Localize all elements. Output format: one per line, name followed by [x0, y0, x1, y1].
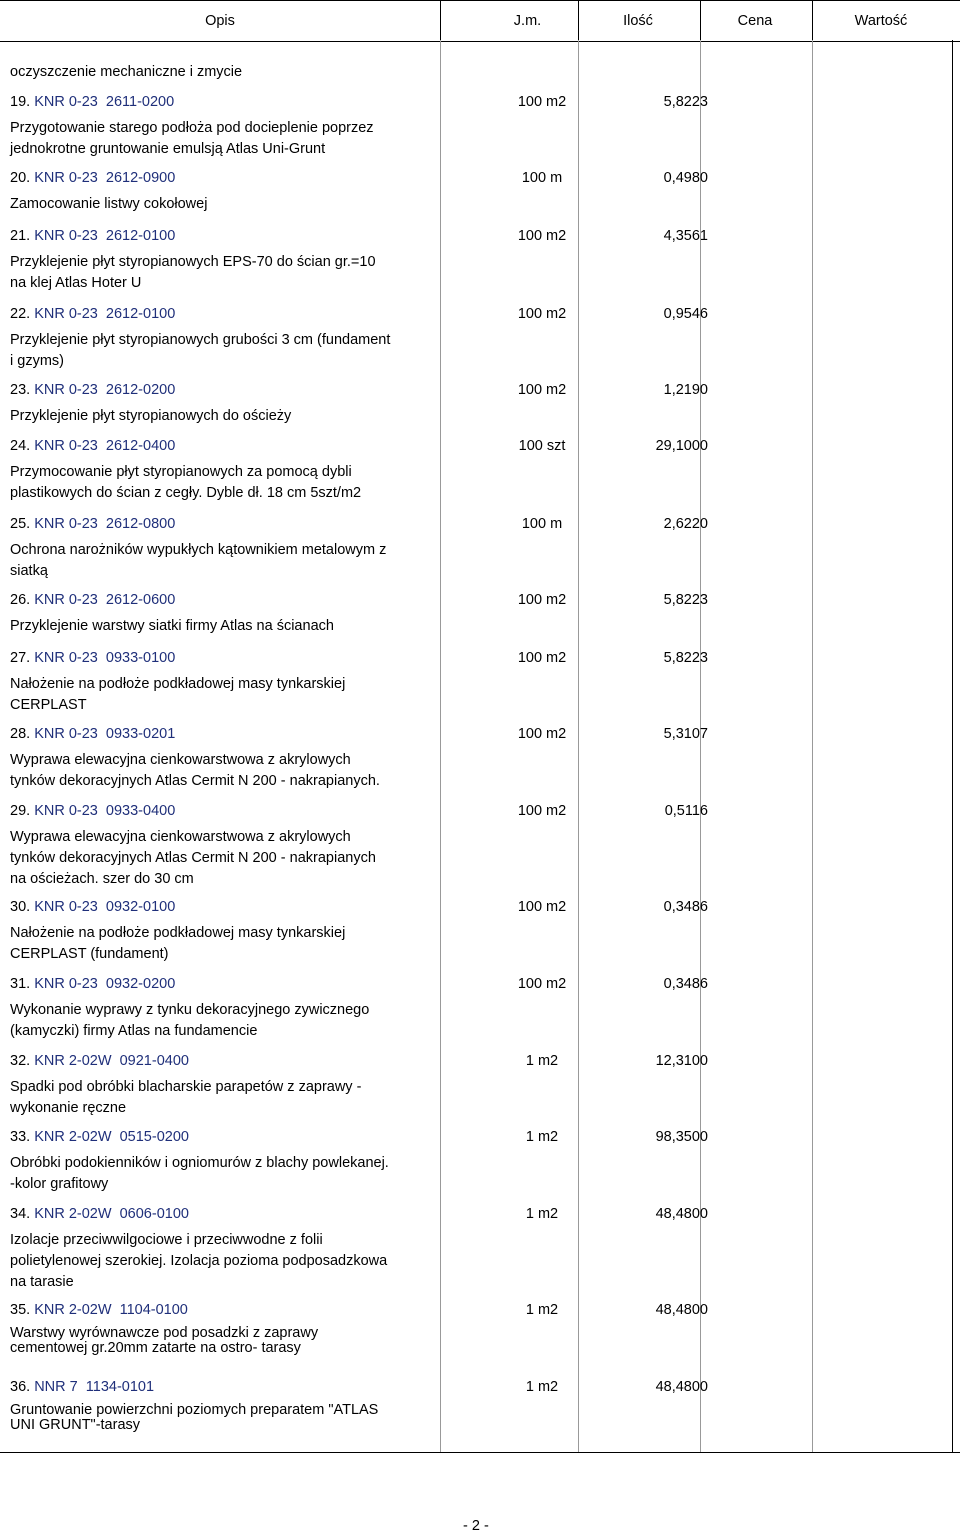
item-quantity: 98,3500 — [655, 1129, 708, 1145]
item-description — [10, 540, 430, 582]
item-knr: KNR 2-02W 1104-0100 — [34, 1302, 188, 1318]
item-number: 29. — [10, 803, 31, 819]
item-unit: 100 m — [521, 170, 563, 186]
item-unit: 100 m — [521, 516, 563, 532]
description-line: tynków dekoracyjnych Atlas Cermit N 200 - nakrapianych. — [10, 773, 380, 789]
item-unit: 1 m2 — [525, 1129, 559, 1145]
item-quantity: 0,4980 — [663, 170, 708, 186]
description-line: siatką — [10, 563, 48, 579]
item-quantity: 5,3107 — [663, 726, 708, 742]
item-quantity: 4,3561 — [663, 228, 708, 244]
item-unit: 100 szt — [518, 438, 566, 454]
item-unit: 100 m2 — [517, 976, 567, 992]
item-number: 23. — [10, 382, 31, 398]
item-code — [10, 803, 175, 819]
description-line: Spadki pod obróbki blacharskie parapetów z zaprawy - — [10, 1079, 362, 1095]
description-line: Przyklejenie płyt styropianowych grubości 3 cm (fundament — [10, 332, 391, 348]
item-code — [10, 976, 175, 992]
item-code — [10, 1053, 189, 1069]
description-line: na tarasie — [10, 1274, 74, 1290]
description-line: Zamocowanie listwy cokołowej — [10, 196, 208, 212]
item-quantity: 0,9546 — [663, 306, 708, 322]
item-knr: KNR 0-23 2612-0100 — [34, 306, 176, 322]
column-rule — [700, 40, 701, 1452]
description-line: Przyklejenie płyt styropianowych EPS-70 do ścian gr.=10 — [10, 254, 376, 270]
description-line: jednokrotne gruntowanie emulsją Atlas Uni-Grunt — [10, 141, 326, 157]
table-bottom-border — [0, 1452, 960, 1453]
item-knr: KNR 0-23 2612-0400 — [34, 438, 176, 454]
description-line: Przyklejenie warstwy siatki firmy Atlas na ścianach — [10, 618, 334, 634]
item-unit: 100 m2 — [517, 228, 567, 244]
item-description — [10, 674, 430, 716]
item-description — [10, 1326, 430, 1356]
item-knr: KNR 0-23 2612-0200 — [34, 382, 176, 398]
header-wartosc: Wartość — [854, 13, 908, 29]
item-description — [10, 750, 430, 792]
header-cena: Cena — [737, 13, 773, 29]
item-unit: 100 m2 — [517, 803, 567, 819]
item-number: 36. — [10, 1379, 31, 1395]
item-number: 20. — [10, 170, 31, 186]
description-line: CERPLAST — [10, 697, 87, 713]
item-number: 30. — [10, 899, 31, 915]
item-code — [10, 650, 175, 666]
column-rule — [812, 40, 813, 1452]
item-unit: 100 m2 — [517, 726, 567, 742]
item-description — [10, 330, 430, 372]
item-knr: KNR 0-23 0933-0100 — [34, 650, 176, 666]
item-description — [10, 1077, 430, 1119]
item-knr: KNR 0-23 2612-0100 — [34, 228, 176, 244]
item-quantity: 1,2190 — [663, 382, 708, 398]
description-line: polietylenowej szerokiej. Izolacja pozioma podposadzkowa — [10, 1253, 388, 1269]
item-description — [10, 406, 430, 427]
header-ilosc: Ilość — [623, 13, 653, 29]
item-knr: KNR 0-23 0933-0400 — [34, 803, 176, 819]
item-knr: KNR 0-23 0932-0100 — [34, 899, 176, 915]
item-number: 34. — [10, 1206, 31, 1222]
item-quantity: 2,6220 — [663, 516, 708, 532]
item-number: 21. — [10, 228, 31, 244]
item-code — [10, 592, 175, 608]
item-code — [10, 1206, 189, 1222]
item-code — [10, 1379, 154, 1395]
item-knr: KNR 2-02W 0515-0200 — [34, 1129, 189, 1145]
description-line: CERPLAST (fundament) — [10, 946, 169, 962]
item-code — [10, 516, 175, 532]
item-quantity: 0,3486 — [663, 899, 708, 915]
item-knr: KNR 0-23 2612-0900 — [34, 170, 176, 186]
item-quantity: 5,8223 — [663, 650, 708, 666]
item-description — [10, 1230, 430, 1293]
item-number: 33. — [10, 1129, 31, 1145]
item-unit: 100 m2 — [517, 306, 567, 322]
item-code — [10, 726, 175, 742]
item-knr: KNR 0-23 2612-0600 — [34, 592, 176, 608]
item-quantity: 29,1000 — [655, 438, 708, 454]
description-line: Warstwy wyrównawcze pod posadzki z zaprawy — [10, 1325, 319, 1341]
item-quantity: 0,5116 — [664, 803, 708, 819]
item-description — [10, 1000, 430, 1042]
description-line: Przyklejenie płyt styropianowych do ościeży — [10, 408, 292, 424]
item-description — [10, 827, 430, 890]
item-description — [10, 616, 430, 637]
item-number: 31. — [10, 976, 31, 992]
item-code — [10, 306, 175, 322]
item-unit: 100 m2 — [517, 94, 567, 110]
item-quantity: 5,8223 — [663, 94, 708, 110]
item-number: 32. — [10, 1053, 31, 1069]
item-description — [10, 1153, 430, 1195]
description-line: Obróbki podokienników i ogniomurów z blachy powlekanej. — [10, 1155, 389, 1171]
table-header — [0, 0, 960, 42]
item-code — [10, 438, 175, 454]
description-line: na klej Atlas Hoter U — [10, 275, 142, 291]
item-number: 19. — [10, 94, 31, 110]
item-knr: NNR 7 1134-0101 — [34, 1379, 155, 1395]
item-number: 26. — [10, 592, 31, 608]
header-jm: J.m. — [513, 13, 542, 29]
continued-description: oczyszczenie mechaniczne i zmycie — [10, 64, 243, 80]
description-line: Wyprawa elewacyjna cienkowarstwowa z akrylowych — [10, 829, 351, 845]
description-line: Gruntowanie powierzchni poziomych preparatem "ATLAS — [10, 1402, 379, 1418]
description-line: wykonanie ręczne — [10, 1100, 127, 1116]
item-quantity: 0,3486 — [663, 976, 708, 992]
item-quantity: 48,4800 — [655, 1379, 708, 1395]
description-line: Izolacje przeciwwilgociowe i przeciwwodne z folii — [10, 1232, 323, 1248]
column-rule — [440, 40, 441, 1452]
item-unit: 1 m2 — [525, 1053, 559, 1069]
description-line: Nałożenie na podłoże podkładowej masy tynkarskiej — [10, 676, 346, 692]
item-quantity: 48,4800 — [655, 1206, 708, 1222]
item-knr: KNR 0-23 0933-0201 — [34, 726, 176, 742]
item-quantity: 48,4800 — [655, 1302, 708, 1318]
item-code — [10, 1302, 188, 1318]
item-knr: KNR 0-23 0932-0200 — [34, 976, 176, 992]
item-number: 28. — [10, 726, 31, 742]
item-code — [10, 228, 175, 244]
item-code — [10, 94, 174, 110]
item-knr: KNR 0-23 2612-0800 — [34, 516, 176, 532]
description-line: Wyprawa elewacyjna cienkowarstwowa z akrylowych — [10, 752, 351, 768]
item-code — [10, 1129, 189, 1145]
description-line: (kamyczki) firmy Atlas na fundamencie — [10, 1023, 258, 1039]
item-number: 27. — [10, 650, 31, 666]
item-knr: KNR 0-23 2611-0200 — [34, 94, 175, 110]
item-knr: KNR 2-02W 0606-0100 — [34, 1206, 189, 1222]
description-line: na ościeżach. szer do 30 cm — [10, 871, 194, 887]
item-unit: 1 m2 — [525, 1379, 559, 1395]
description-line: plastikowych do ścian z cegły. Dyble dł. 18 cm 5szt/m2 — [10, 485, 362, 501]
item-unit: 1 m2 — [525, 1302, 559, 1318]
description-line: Ochrona narożników wypukłych kątownikiem metalowym z — [10, 542, 387, 558]
page-number: - 2 - — [463, 1518, 489, 1534]
item-number: 22. — [10, 306, 31, 322]
description-line: i gzyms) — [10, 353, 64, 369]
item-number: 25. — [10, 516, 31, 532]
item-number: 35. — [10, 1302, 31, 1318]
item-unit: 1 m2 — [525, 1206, 559, 1222]
description-line: UNI GRUNT"-tarasy — [10, 1417, 141, 1433]
item-unit: 100 m2 — [517, 592, 567, 608]
item-description — [10, 462, 430, 504]
description-line: Nałożenie na podłoże podkładowej masy tynkarskiej — [10, 925, 346, 941]
description-line: Wykonanie wyprawy z tynku dekoracyjnego zywicznego — [10, 1002, 370, 1018]
table-border-right — [952, 40, 953, 1452]
item-knr: KNR 2-02W 0921-0400 — [34, 1053, 189, 1069]
item-number: 24. — [10, 438, 31, 454]
item-unit: 100 m2 — [517, 650, 567, 666]
item-description — [10, 194, 430, 215]
item-unit: 100 m2 — [517, 382, 567, 398]
header-opis: Opis — [205, 13, 235, 29]
description-line: -kolor grafitowy — [10, 1176, 109, 1192]
item-unit: 100 m2 — [517, 899, 567, 915]
description-line: Przymocowanie płyt styropianowych za pomocą dybli — [10, 464, 352, 480]
item-code — [10, 382, 175, 398]
item-code — [10, 899, 175, 915]
column-rule — [578, 40, 579, 1452]
description-line: tynków dekoracyjnych Atlas Cermit N 200 - nakrapianych — [10, 850, 376, 866]
description-line: cementowej gr.20mm zatarte na ostro- tarasy — [10, 1340, 301, 1356]
item-quantity: 12,3100 — [655, 1053, 708, 1069]
description-line: Przygotowanie starego podłoża pod docieplenie poprzez — [10, 120, 374, 136]
item-description — [10, 118, 430, 160]
item-description — [10, 1403, 430, 1433]
item-code — [10, 170, 175, 186]
item-quantity: 5,8223 — [663, 592, 708, 608]
item-description — [10, 252, 430, 294]
item-description — [10, 923, 430, 965]
